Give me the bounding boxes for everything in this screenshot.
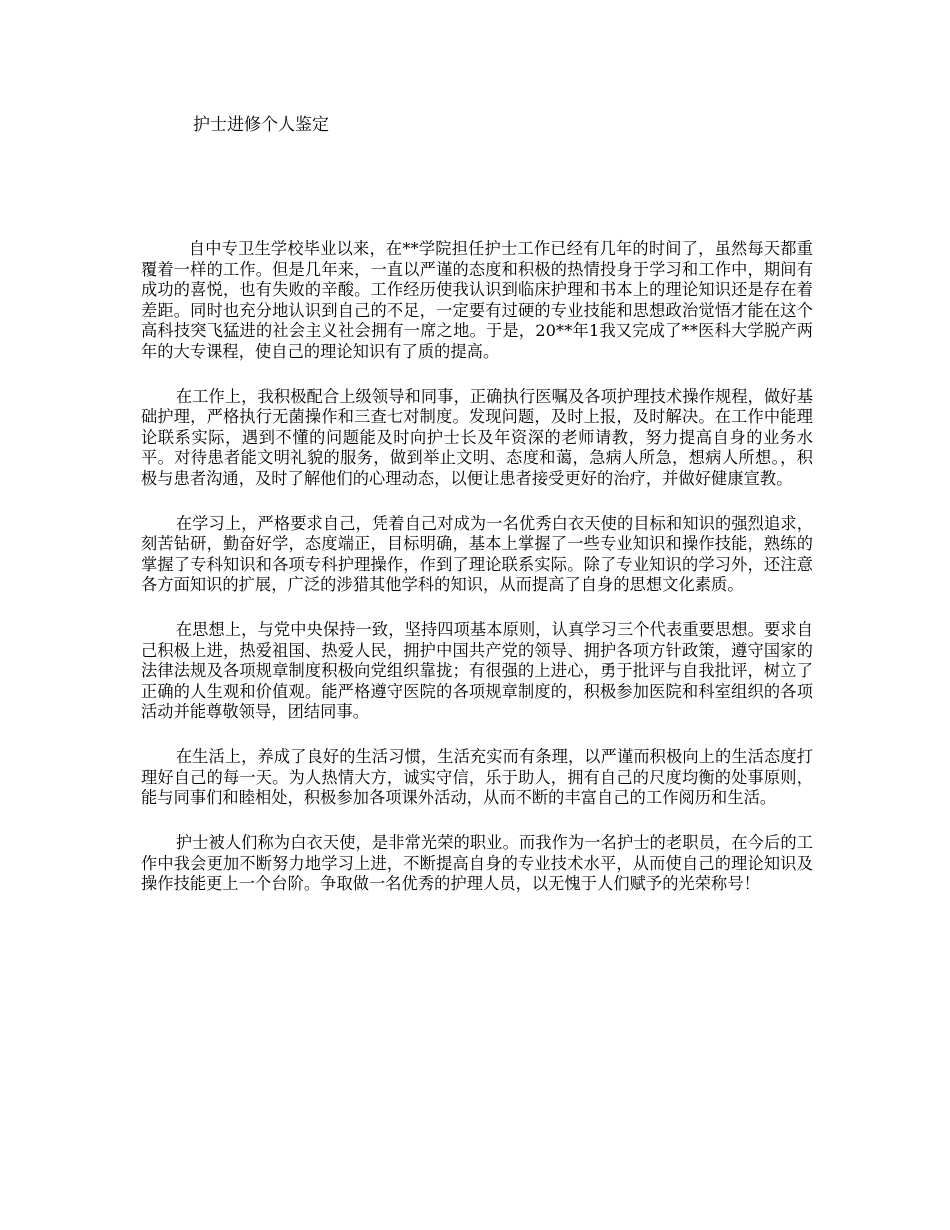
paragraph-study: 在学习上，严格要求自己，凭着自己对成为一名优秀白衣天使的目标和知识的强烈追求，刻苦钻研，勤奋好学，态度端正，目标明确，基本上掌握了一些专业知识和操作技能，熟练的掌握了专科知识和各项专科护理操作，作到了理论联系实际。除了专业知识的学习外，还注意各方面知识的扩展，广泛的涉猎其他学科的知识，从而提高了自身的思想文化素质。 (141, 513, 813, 594)
paragraph-work: 在工作上，我积极配合上级领导和同事，正确执行医嘱及各项护理技术操作规程，做好基础护理，严格执行无菌操作和三查七对制度。发现问题，及时上报，及时解决。在工作中能理论联系实际，遇到不懂的问题能及时向护士长及年资深的老师请教，努力提高自身的业务水平。对待患者能文明礼貌的服务，做到举止文明、态度和蔼，急病人所急，想病人所想。，积极与患者沟通，及时了解他们的心理动态，以便让患者接受更好的治疗，并做好健康宣教。 (141, 386, 813, 488)
document-title: 护士进修个人鉴定 (193, 115, 329, 135)
paragraph-ideology: 在思想上，与党中央保持一致，坚持四项基本原则，认真学习三个代表重要思想。要求自己积极上进，热爱祖国、热爱人民，拥护中国共产党的领导、拥护各项方针政策，遵守国家的法律法规及各项规章制度积极向党组织靠拢；有很强的上进心，勇于批评与自我批评，树立了正确的人生观和价值观。能严格遵守医院的各项规章制度的，积极参加医院和科室组织的各项活动并能尊敬领导，团结同事。 (141, 620, 813, 721)
paragraph-intro: 自中专卫生学校毕业以来，在**学院担任护士工作已经有几年的时间了，虽然每天都重覆着一样的工作。但是几年来，一直以严谨的态度和积极的热情投身于学习和工作中，期间有成功的喜悦，也有失败的辛酸。工作经历使我认识到临床护理和书本上的理论知识还是存在着差距。同时也充分地认识到自己的不足，一定要有过硬的专业技能和思想政治觉悟才能在这个高科技突飞猛进的社会主义社会拥有一席之地。于是，20**年1我又完成了**医科大学脱产两年的大专课程，使自己的理论知识有了质的提高。 (141, 239, 813, 361)
paragraph-life: 在生活上，养成了良好的生活习惯，生活充实而有条理，以严谨而积极向上的生活态度打理好自己的每一天。为人热情大方，诚实守信，乐于助人，拥有自己的尺度均衡的处事原则，能与同事们和睦相处，积极参加各项课外活动，从而不断的丰富自己的工作阅历和生活。 (141, 747, 813, 807)
document-body (141, 239, 813, 919)
paragraph-conclusion: 护士被人们称为白衣天使，是非常光荣的职业。而我作为一名护士的老职员，在今后的工作中我会更加不断努力地学习上进，不断提高自身的专业技术水平，从而使自己的理论知识及操作技能更上一个台阶。争取做一名优秀的护理人员，以无愧于人们赋予的光荣称号！ (141, 833, 813, 893)
